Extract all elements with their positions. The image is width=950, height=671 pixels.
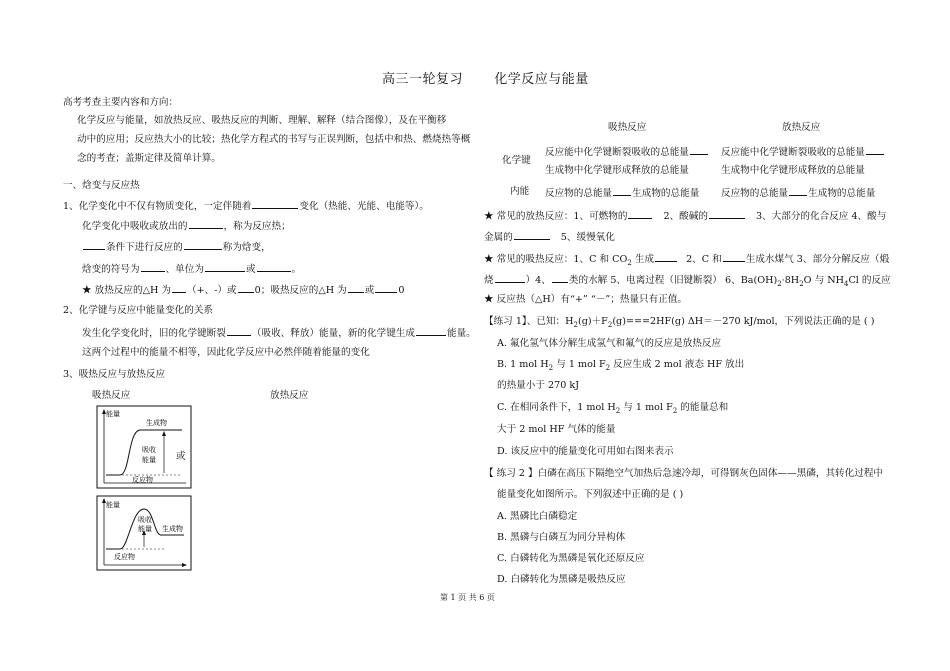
blank bbox=[238, 283, 254, 293]
common-exo-line-2: 金属的 5、缓慢氧化 bbox=[484, 232, 615, 243]
blank bbox=[205, 262, 245, 272]
blank bbox=[709, 209, 745, 219]
row-bond-label: 化学键 bbox=[502, 155, 531, 166]
exercise-2-stem-line-2: 能量变化如图所示。下列叙述中正确的是 ( ) bbox=[497, 489, 684, 500]
absorb-label-2: 能量 bbox=[138, 525, 152, 533]
label-exothermic: 放热反应 bbox=[270, 390, 309, 401]
item-2-heading: 2、化学键与反应中能量变化的关系 bbox=[63, 305, 214, 316]
blank bbox=[613, 186, 631, 196]
arrow-up-icon bbox=[162, 431, 166, 436]
star-deltaH: ★ 放热反应的△H 为 （+、-）或 0；吸热反应的△H 为 或 0 bbox=[82, 285, 405, 296]
energy-axis-label: 能量 bbox=[106, 501, 120, 509]
blank bbox=[375, 283, 397, 293]
item-1-line-2: 化学变化中吸收或放出的 ，称为反应热； bbox=[82, 221, 291, 232]
internal-endo: 反应物的总能量 生成物的总能量 bbox=[545, 188, 700, 199]
blank bbox=[189, 219, 223, 229]
bond-exo-2: 生成物中化学键形成释放的总能量 bbox=[721, 165, 865, 176]
title-sub: 化学反应与能量 bbox=[494, 72, 589, 87]
section-1-heading: 一、焓变与反应热 bbox=[63, 180, 140, 191]
blank bbox=[866, 145, 884, 155]
exercise-1-option-d: D. 该反应中的能量变化可用如右图来表示 bbox=[497, 446, 674, 457]
blank bbox=[690, 145, 708, 155]
blank bbox=[348, 283, 364, 293]
exercise-2-option-b: B. 黑磷与白磷互为同分异构体 bbox=[497, 532, 626, 543]
absorb-label-1: 吸收 bbox=[138, 516, 152, 524]
col-endothermic: 吸热反应 bbox=[608, 122, 647, 133]
intro-line-1: 化学反应与能量，如放热反应、吸热反应的判断、理解、解释（结合图像），及在平衡移 bbox=[77, 115, 447, 126]
reactant-label: 反应物 bbox=[132, 476, 153, 484]
bond-exo-1: 反应能中化学键断裂吸收的总能量 bbox=[721, 145, 885, 159]
bond-endo-2: 生成物中化学键形成释放的总能量 bbox=[545, 165, 689, 176]
blank bbox=[83, 240, 105, 250]
item-1-line-1: 1、化学变化中不仅有物质变化，一定伴随着 变化（热能、光能、电能等）。 bbox=[63, 201, 429, 212]
item-1-line-4: 焓变的符号为 、单位为 或 。 bbox=[82, 264, 302, 275]
exercise-1-option-b-line-2: 的热量小于 270 kJ bbox=[497, 380, 580, 391]
exercise-2-option-a: A. 黑磷比白磷稳定 bbox=[497, 511, 578, 522]
exercise-2-option-d: D. 白磷转化为黑磷是吸热反应 bbox=[497, 574, 626, 585]
item-2-line-2: 这两个过程中的能量不相等，因此化学反应中必然伴随着能量的变化 bbox=[82, 347, 370, 358]
blank bbox=[257, 262, 291, 272]
exercise-1-option-b-line-1: B. 1 mol $H_2$ 与 1 mol $F_2$ 反应生成 2 mol 液态 HF 放出 bbox=[497, 359, 745, 372]
blank bbox=[172, 283, 186, 293]
blank bbox=[141, 262, 165, 272]
star-heat-note: ★ 反应热（△H）有“+” “－”；热量只有正值。 bbox=[484, 294, 688, 305]
intro-line-2: 动中的应用；反应热大小的比较；热化学方程式的书写与正误判断，包括中和热、燃烧热等概 bbox=[77, 134, 471, 145]
exercise-2-stem-line-1: 【 练习 2 】白磷在高压下隔绝空气加热后急速冷却，可得钢灰色固体——黑磷，其转化过程中 bbox=[484, 468, 884, 479]
endothermic-energy-diagram bbox=[96, 405, 192, 489]
blank bbox=[184, 240, 222, 250]
blank bbox=[252, 199, 298, 209]
common-endo-line-1: ★ 常见的吸热反应：1、C 和 $CO_2$ 生成 2、C 和 生成水煤气 3、部分分解反应（煅 bbox=[484, 254, 890, 267]
title-main: 高三一轮复习 bbox=[382, 72, 464, 87]
exercise-1-option-c-line-1: C. 在相同条件下，1 mol $H_2$ 与 1 mol $F_2$ 的能量总和 bbox=[497, 402, 729, 415]
common-exo-line-1: ★ 常见的放热反应：1、可燃物的 2、酸碱的 3、大部分的化合反应 4、酸与 bbox=[484, 211, 887, 222]
activation-energy-diagram bbox=[96, 495, 192, 571]
blank bbox=[789, 186, 807, 196]
col-exothermic: 放热反应 bbox=[782, 122, 821, 133]
item-1-line-3: 条件下进行反应的 称为焓变， bbox=[82, 240, 271, 254]
internal-exo: 反应物的总能量 生成物的总能量 bbox=[721, 188, 876, 199]
label-endothermic: 吸热反应 bbox=[92, 390, 131, 401]
common-endo-line-2: 烧 ）4、 类的水解 5、电离过程（旧键断裂） 6、$Ba(OH)_2\cdot 8H_2O$ 与 $NH_4Cl$ 的反应 bbox=[484, 275, 891, 288]
blank bbox=[495, 273, 525, 283]
blank bbox=[227, 326, 251, 336]
intro-line-3: 念的考查；盖斯定律及简单计算。 bbox=[77, 153, 221, 164]
bond-endo-1: 反应能中化学键断裂吸收的总能量 bbox=[545, 145, 709, 159]
blank bbox=[655, 252, 677, 262]
product-label: 生成物 bbox=[162, 525, 183, 533]
item-3-heading: 3、吸热反应与放热反应 bbox=[63, 369, 166, 380]
page-title bbox=[382, 68, 589, 87]
product-label: 生成物 bbox=[146, 419, 167, 427]
exercise-1-option-c-line-2: 大于 2 mol HF 气体的能量 bbox=[497, 424, 616, 435]
intro-heading: 高考考查主要内容和方向： bbox=[63, 97, 179, 108]
page-number: 第 1 页 共 6 页 bbox=[440, 593, 495, 602]
or-label: 或 bbox=[176, 451, 186, 462]
item-2-line-1: 发生化学变化时，旧的化学键断裂 （吸收、释放）能量，新的化学键生成 能量。 bbox=[82, 328, 476, 339]
absorb-label-2: 能量 bbox=[142, 456, 156, 464]
blank bbox=[416, 326, 446, 336]
blank bbox=[723, 252, 745, 262]
blank bbox=[628, 209, 652, 219]
row-internal-energy-label: 内能 bbox=[510, 186, 530, 197]
exercise-1-option-a: A. 氟化氢气体分解生成氢气和氟气的反应是放热反应 bbox=[497, 338, 722, 349]
exercise-1-stem: 【练习 1】、已知：$H_2(g)+F_2(g)===2HF(g)$ ΔH＝－270 kJ/mol，下列说法正确的是 ( ) bbox=[484, 316, 875, 329]
reactant-label: 反应物 bbox=[114, 553, 135, 561]
blank bbox=[552, 273, 568, 283]
energy-axis-label: 能量 bbox=[106, 410, 120, 418]
blank bbox=[514, 230, 550, 240]
axis-arrow-icon bbox=[182, 563, 187, 567]
exercise-2-option-c: C. 白磷转化为黑磷是氧化还原反应 bbox=[497, 553, 645, 564]
absorb-label-1: 吸收 bbox=[142, 446, 156, 454]
